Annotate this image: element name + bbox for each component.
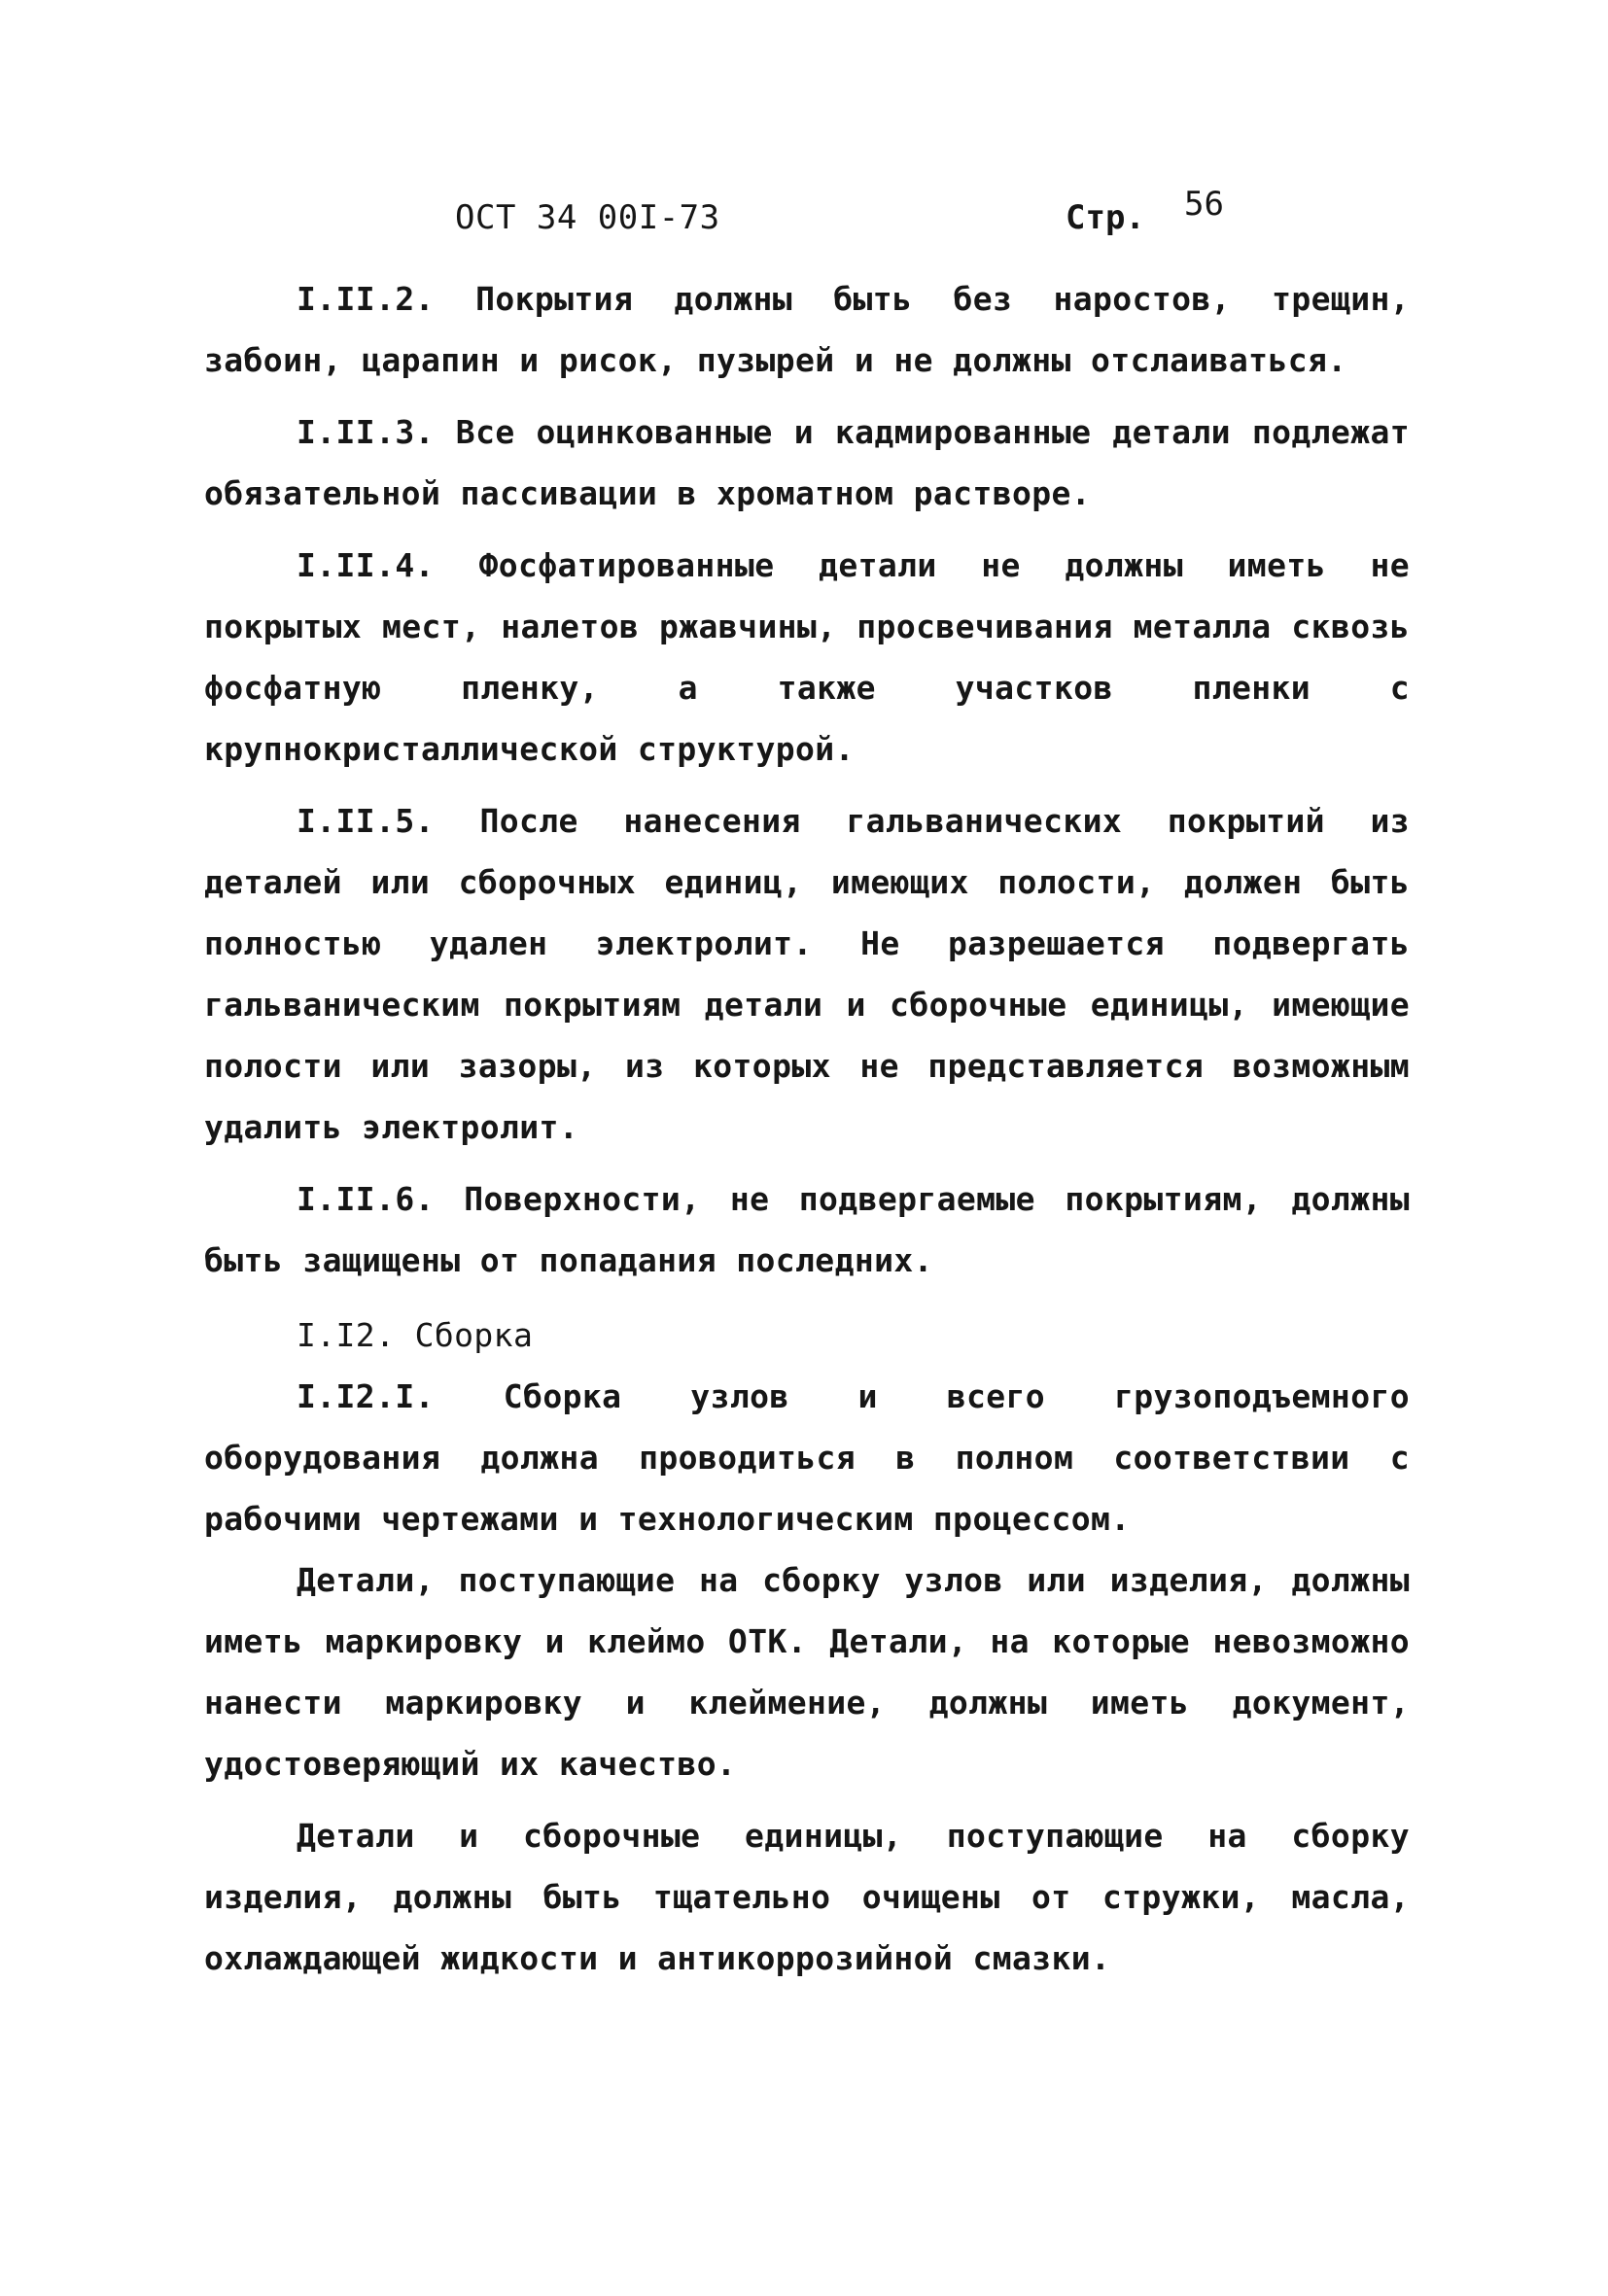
- paragraph-1-12-1: I.I2.I. Сборка узлов и всего грузоподъемного оборудования должна проводиться в полном соответствии с рабочими чертежами и технологическим процессом.: [204, 1377, 1410, 1538]
- page-number: 56: [1184, 185, 1224, 224]
- paragraph-1-11-3: I.II.3. Все оцинкованные и кадмированные детали подлежат обязательной пассивации в хроматном растворе.: [204, 413, 1410, 512]
- section-heading-assembly: I.I2. Сборка: [297, 1316, 534, 1354]
- page-header: [0, 185, 1608, 243]
- paragraph-parts-cleaning: Детали и сборочные единицы, поступающие на сборку изделия, должны быть тщательно очищены от стружки, масла, охлаждающей жидкости и антикоррозийной смазки.: [204, 1817, 1410, 1977]
- paragraph-1-11-6: I.II.6. Поверхности, не подвергаемые покрытиям, должны быть защищены от попадания последних.: [204, 1180, 1410, 1279]
- paragraph-1-11-2: I.II.2. Покрытия должны быть без наростов, трещин, забоин, царапин и рисок, пузырей и не должны отслаиваться.: [204, 280, 1410, 379]
- paragraph-1-11-5: I.II.5. После нанесения гальванических покрытий из деталей или сборочных единиц, имеющих полости, должен быть полностью удален электролит. Не разрешается подвергать гальваническим покрытиям детали и сборочные единицы, имеющие полости или зазоры, из которых не представляется возможным удалить электролит.: [204, 802, 1410, 1146]
- paragraph-1-11-4: I.II.4. Фосфатированные детали не должны иметь не покрытых мест, налетов ржавчины, просвечивания металла сквозь фосфатную пленку, а также участков пленки с крупнокристаллической структурой.: [204, 546, 1410, 768]
- paragraph-parts-marking: Детали, поступающие на сборку узлов или изделия, должны иметь маркировку и клеймо ОТК. Детали, на которые невозможно нанести маркировку и клеймение, должны иметь документ, удостоверяющий их качество.: [204, 1561, 1410, 1783]
- page-label: Стр.: [1066, 198, 1145, 237]
- document-code: ОСТ 34 00I-73: [455, 198, 720, 237]
- document-body: [204, 268, 1410, 2000]
